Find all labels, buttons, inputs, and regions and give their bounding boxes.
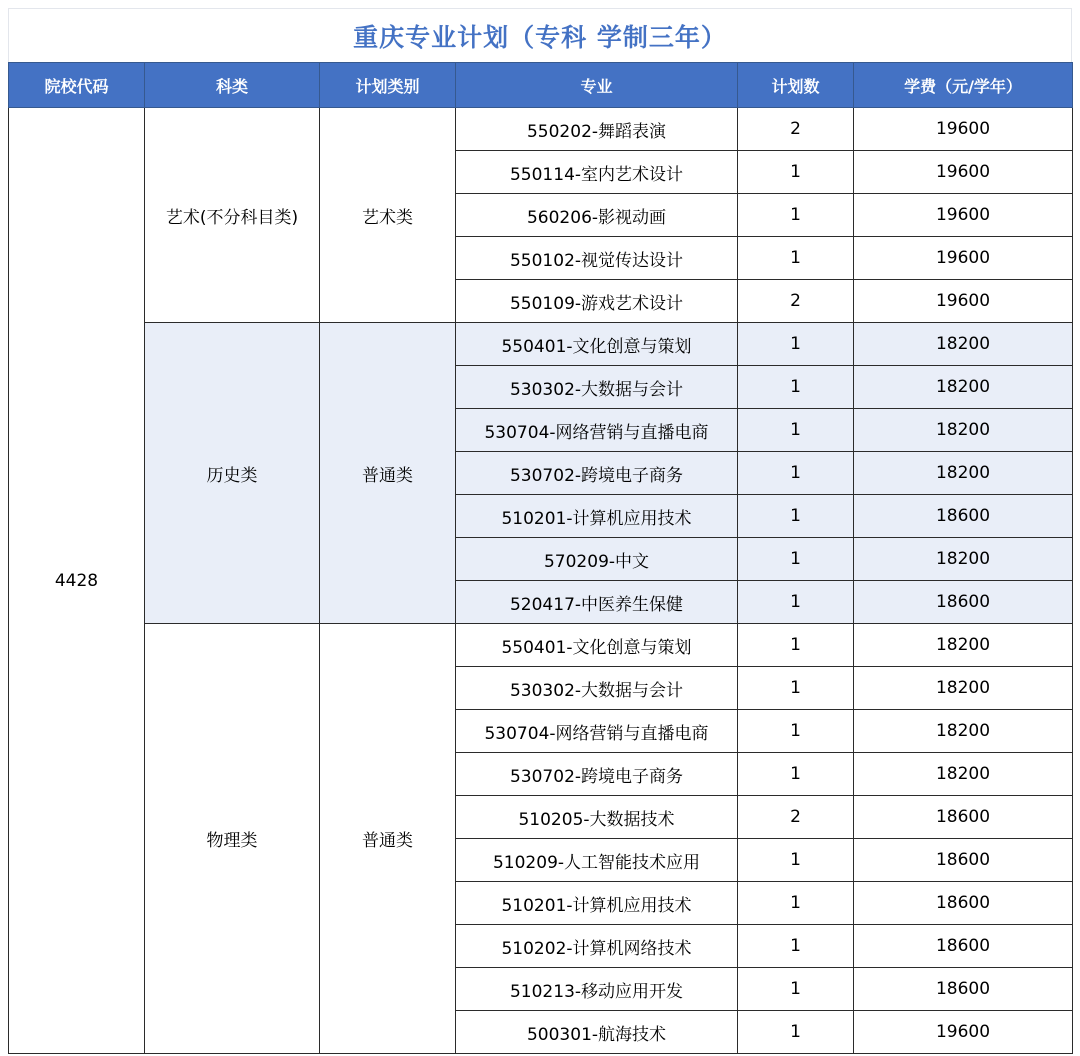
header-row xyxy=(9,63,1073,108)
major-cell: 530704-网络营销与直播电商 xyxy=(456,409,738,452)
tuition-cell: 18200 xyxy=(854,366,1073,409)
tuition-cell: 19600 xyxy=(854,237,1073,280)
school-code-cell: 4428 xyxy=(9,108,145,1054)
header-plan-count: 计划数 xyxy=(738,63,854,108)
plan-count-cell: 1 xyxy=(738,1011,854,1054)
major-cell: 530704-网络营销与直播电商 xyxy=(456,710,738,753)
major-cell: 560206-影视动画 xyxy=(456,194,738,237)
major-cell: 510201-计算机应用技术 xyxy=(456,495,738,538)
plan-count-cell: 1 xyxy=(738,366,854,409)
major-cell: 550102-视觉传达设计 xyxy=(456,237,738,280)
major-cell: 510202-计算机网络技术 xyxy=(456,925,738,968)
plan-count-cell: 1 xyxy=(738,968,854,1011)
plan-count-cell: 1 xyxy=(738,151,854,194)
plan-count-cell: 1 xyxy=(738,538,854,581)
plan-count-cell: 1 xyxy=(738,839,854,882)
tuition-cell: 18600 xyxy=(854,882,1073,925)
plan-count-cell: 1 xyxy=(738,925,854,968)
subject-category-cell: 艺术(不分科目类) xyxy=(145,108,320,323)
header-tuition: 学费（元/学年） xyxy=(854,63,1073,108)
plan-count-cell: 1 xyxy=(738,753,854,796)
subject-category-cell: 物理类 xyxy=(145,624,320,1054)
plan-count-cell: 1 xyxy=(738,495,854,538)
major-cell: 510213-移动应用开发 xyxy=(456,968,738,1011)
tuition-cell: 18600 xyxy=(854,581,1073,624)
major-cell: 530702-跨境电子商务 xyxy=(456,452,738,495)
table-title-bar xyxy=(8,8,1072,62)
tuition-cell: 18600 xyxy=(854,796,1073,839)
major-cell: 550109-游戏艺术设计 xyxy=(456,280,738,323)
plan-count-cell: 1 xyxy=(738,237,854,280)
plan-count-cell: 1 xyxy=(738,194,854,237)
tuition-cell: 19600 xyxy=(854,194,1073,237)
header-plan-category: 计划类别 xyxy=(320,63,456,108)
tuition-cell: 19600 xyxy=(854,280,1073,323)
tuition-cell: 19600 xyxy=(854,108,1073,151)
major-cell: 510209-人工智能技术应用 xyxy=(456,839,738,882)
tuition-cell: 18200 xyxy=(854,624,1073,667)
tuition-cell: 18600 xyxy=(854,968,1073,1011)
major-cell: 520417-中医养生保健 xyxy=(456,581,738,624)
major-cell: 550401-文化创意与策划 xyxy=(456,323,738,366)
major-cell: 530302-大数据与会计 xyxy=(456,667,738,710)
tuition-cell: 18600 xyxy=(854,925,1073,968)
plan-count-cell: 2 xyxy=(738,796,854,839)
tuition-cell: 18600 xyxy=(854,495,1073,538)
major-cell: 550202-舞蹈表演 xyxy=(456,108,738,151)
tuition-cell: 18200 xyxy=(854,538,1073,581)
tuition-cell: 18200 xyxy=(854,667,1073,710)
major-cell: 550114-室内艺术设计 xyxy=(456,151,738,194)
plan-count-cell: 1 xyxy=(738,624,854,667)
plan-count-cell: 1 xyxy=(738,667,854,710)
tuition-cell: 18200 xyxy=(854,323,1073,366)
tuition-cell: 19600 xyxy=(854,151,1073,194)
plan-count-cell: 1 xyxy=(738,882,854,925)
tuition-cell: 18200 xyxy=(854,753,1073,796)
major-cell: 570209-中文 xyxy=(456,538,738,581)
major-cell: 510205-大数据技术 xyxy=(456,796,738,839)
header-school-code: 院校代码 xyxy=(9,63,145,108)
subject-category-cell: 历史类 xyxy=(145,323,320,624)
plan-count-cell: 1 xyxy=(738,710,854,753)
tuition-cell: 18200 xyxy=(854,409,1073,452)
enrollment-plan-table xyxy=(8,62,1073,1054)
table-row xyxy=(9,323,1073,366)
plan-category-cell: 普通类 xyxy=(320,624,456,1054)
table-row xyxy=(9,108,1073,151)
tuition-cell: 18600 xyxy=(854,839,1073,882)
table-row xyxy=(9,624,1073,667)
major-cell: 500301-航海技术 xyxy=(456,1011,738,1054)
header-subject-category: 科类 xyxy=(145,63,320,108)
plan-count-cell: 1 xyxy=(738,581,854,624)
major-cell: 530302-大数据与会计 xyxy=(456,366,738,409)
tuition-cell: 18200 xyxy=(854,710,1073,753)
tuition-cell: 18200 xyxy=(854,452,1073,495)
plan-count-cell: 1 xyxy=(738,323,854,366)
tuition-cell: 19600 xyxy=(854,1011,1073,1054)
header-major: 专业 xyxy=(456,63,738,108)
plan-count-cell: 1 xyxy=(738,452,854,495)
plan-category-cell: 普通类 xyxy=(320,323,456,624)
plan-count-cell: 1 xyxy=(738,409,854,452)
plan-category-cell: 艺术类 xyxy=(320,108,456,323)
plan-count-cell: 2 xyxy=(738,108,854,151)
plan-count-cell: 2 xyxy=(738,280,854,323)
table-body xyxy=(9,108,1073,1054)
page-title: 重庆专业计划（专科 学制三年） xyxy=(353,22,727,52)
major-cell: 510201-计算机应用技术 xyxy=(456,882,738,925)
major-cell: 550401-文化创意与策划 xyxy=(456,624,738,667)
major-cell: 530702-跨境电子商务 xyxy=(456,753,738,796)
